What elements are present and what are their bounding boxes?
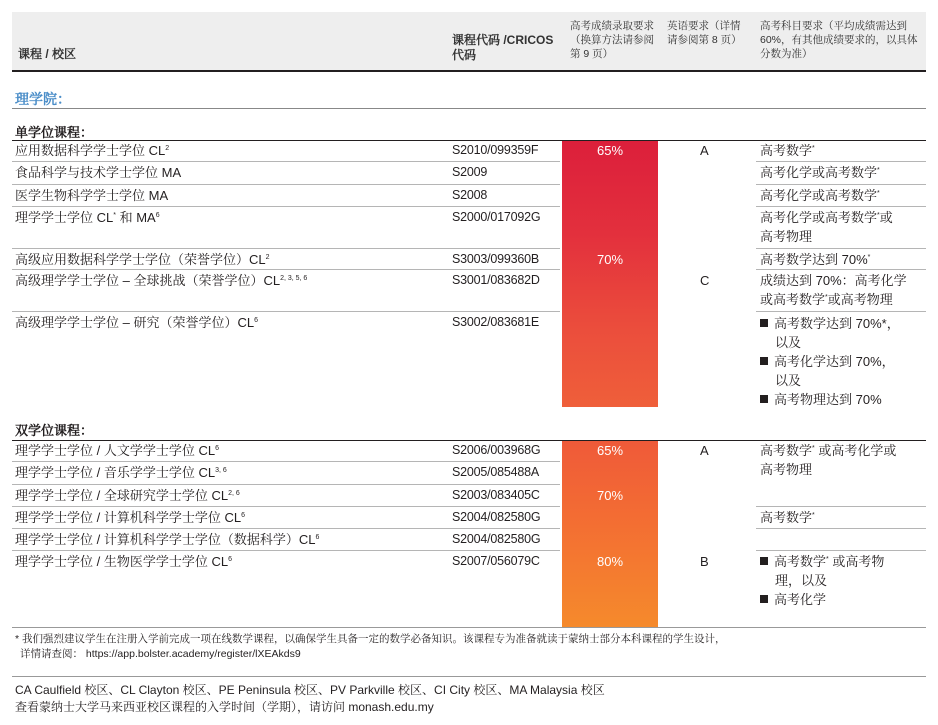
course-name: 理学学士学位 / 音乐学学士学位 CL$^{3, 6}$: [15, 465, 227, 480]
score-value: 65%: [596, 143, 624, 158]
header-gaokao-score: 高考成绩录取要求（换算方法请参阅第 9 页）: [570, 20, 654, 60]
subject-requirement: 成绩达到 70%：高考化学 或高考数学*或高考物理: [760, 273, 907, 307]
row-divider: [756, 311, 926, 312]
score-value: 65%: [596, 443, 624, 458]
subject-requirement: 高考数学*: [760, 510, 815, 525]
subject-requirement: 高考数学* 或高考物 理，以及 高考化学: [760, 552, 884, 609]
bullet-icon: [760, 395, 768, 403]
footnote-line1: * 我们强烈建议学生在注册入学前完成一项在线数学课程，以确保学生具备一定的数学必备知识。该课程专为准备就读于蒙纳士部分本科课程的学生设计，: [15, 633, 726, 645]
course-code: S2007/056079C: [452, 554, 540, 568]
course-code: S2005/085488A: [452, 465, 540, 479]
subject-requirement: 高考化学或高考数学*或 高考物理: [760, 210, 893, 244]
row-divider: [756, 248, 926, 249]
bullet-icon: [760, 595, 768, 603]
score-bar-single: [562, 141, 658, 407]
course-code: S3001/083682D: [452, 273, 540, 287]
malaysia-note: 查看蒙纳士大学马来西亚校区课程的入学时间（学期），请访问 monash.edu.my: [15, 700, 434, 714]
row-divider: [756, 506, 926, 507]
row-divider: [756, 550, 926, 551]
row-divider: [12, 311, 560, 312]
course-name: 理学学士学位 / 计算机科学学士学位 $CL^6$: [15, 510, 245, 525]
course-name: 食品科学与技术学士学位 MA: [15, 165, 182, 180]
course-name: 理学学士学位 / 全球研究学士学位 CL$^{2, 6}$: [15, 488, 240, 503]
course-name: 理学学士学位 / 计算机科学学士学位（数据科学）$CL^6$: [15, 532, 320, 547]
bullet-icon: [760, 557, 768, 565]
subject-requirement: 高考数学*: [760, 143, 815, 158]
legend-rule: [12, 676, 926, 677]
row-divider: [756, 269, 926, 270]
subject-requirement: 高考数学达到 70%*: [760, 252, 871, 267]
header-subjects: 高考科目要求（平均成绩需达到 60%，有其他成绩要求的，以具体分数为准）: [760, 20, 918, 60]
course-code: S2003/083405C: [452, 488, 540, 502]
course-name: 高级理学学士学位 – 全球挑战（荣誉学位）CL$^{2, 3, 5, 6}$: [15, 273, 308, 288]
score-value: 70%: [596, 488, 624, 503]
course-code: S2010/099359F: [452, 143, 539, 157]
row-divider: [756, 161, 926, 162]
course-code: S3003/099360B: [452, 252, 540, 266]
english-level: C: [700, 273, 710, 288]
row-divider: [756, 184, 926, 185]
english-level: A: [700, 143, 709, 158]
row-divider: [12, 248, 560, 249]
header-course: 课程 / 校区: [18, 47, 77, 61]
course-name: 应用数据科学学士学位 $CL^2$: [15, 143, 170, 158]
subject-requirement: 高考数学* 或高考化学或 高考物理: [760, 443, 897, 477]
campus-legend: CA Caulfield 校区、CL Clayton 校区、PE Peninsula 校区、PV Parkville 校区、CI City 校区、MA Malaysia 校区: [15, 683, 605, 697]
bullet-icon: [760, 357, 768, 365]
course-name: 高级应用数据科学学士学位（荣誉学位）$CL^2$: [15, 252, 270, 267]
row-divider: [12, 184, 560, 185]
course-code: S2008: [452, 188, 488, 202]
row-divider: [12, 550, 560, 551]
row-divider: [12, 269, 560, 270]
score-bar-double: [562, 441, 658, 627]
header-english: 英语要求（详情请参阅第 8 页）: [667, 20, 742, 46]
subject-requirement: 高考化学或高考数学*: [760, 165, 880, 180]
english-level: A: [700, 443, 709, 458]
course-name: 理学学士学位 / 生物医学学士学位 $CL^6$: [15, 554, 232, 569]
faculty-title: 理学院：: [15, 91, 71, 107]
course-name: 理学学士学位 CL* 和 $MA^6$: [15, 210, 160, 225]
subject-requirement: 高考数学达到 70%*， 以及 高考化学达到 70%， 以及 高考物理达到 70%: [760, 314, 900, 409]
course-code: S2000/017092G: [452, 210, 541, 224]
section-single-title: 单学位课程：: [15, 125, 94, 140]
row-divider: [12, 528, 560, 529]
english-level: B: [700, 554, 709, 569]
course-name: 理学学士学位 / 人文学学士学位 $CL^6$: [15, 443, 219, 458]
score-value: 80%: [596, 554, 624, 569]
section-double-title: 双学位课程：: [15, 423, 94, 438]
footnote-line2: 详情请查阅： https://app.bolster.academy/register/lXEAkds9: [20, 648, 301, 660]
row-divider: [12, 161, 560, 162]
table-bottom-rule: [12, 627, 926, 628]
header-code: 课程代码 /CRICOS 代码: [452, 33, 554, 62]
course-code: S2004/082580G: [452, 510, 541, 524]
row-divider: [12, 506, 560, 507]
course-code: S3002/083681E: [452, 315, 540, 329]
score-value: 70%: [596, 252, 624, 267]
bullet-icon: [760, 319, 768, 327]
row-divider: [12, 461, 560, 462]
course-name: 高级理学学士学位 – 研究（荣誉学位）$CL^6$: [15, 315, 258, 330]
row-divider: [756, 206, 926, 207]
subject-requirement: 高考化学或高考数学*: [760, 188, 880, 203]
faculty-divider: [12, 108, 926, 109]
row-divider: [756, 528, 926, 529]
header-divider: [12, 70, 926, 72]
course-code: S2004/082580G: [452, 532, 541, 546]
course-code: S2006/003968G: [452, 443, 541, 457]
course-code: S2009: [452, 165, 488, 179]
row-divider: [12, 206, 560, 207]
row-divider: [12, 484, 560, 485]
course-name: 医学生物科学学士学位 MA: [15, 188, 169, 203]
